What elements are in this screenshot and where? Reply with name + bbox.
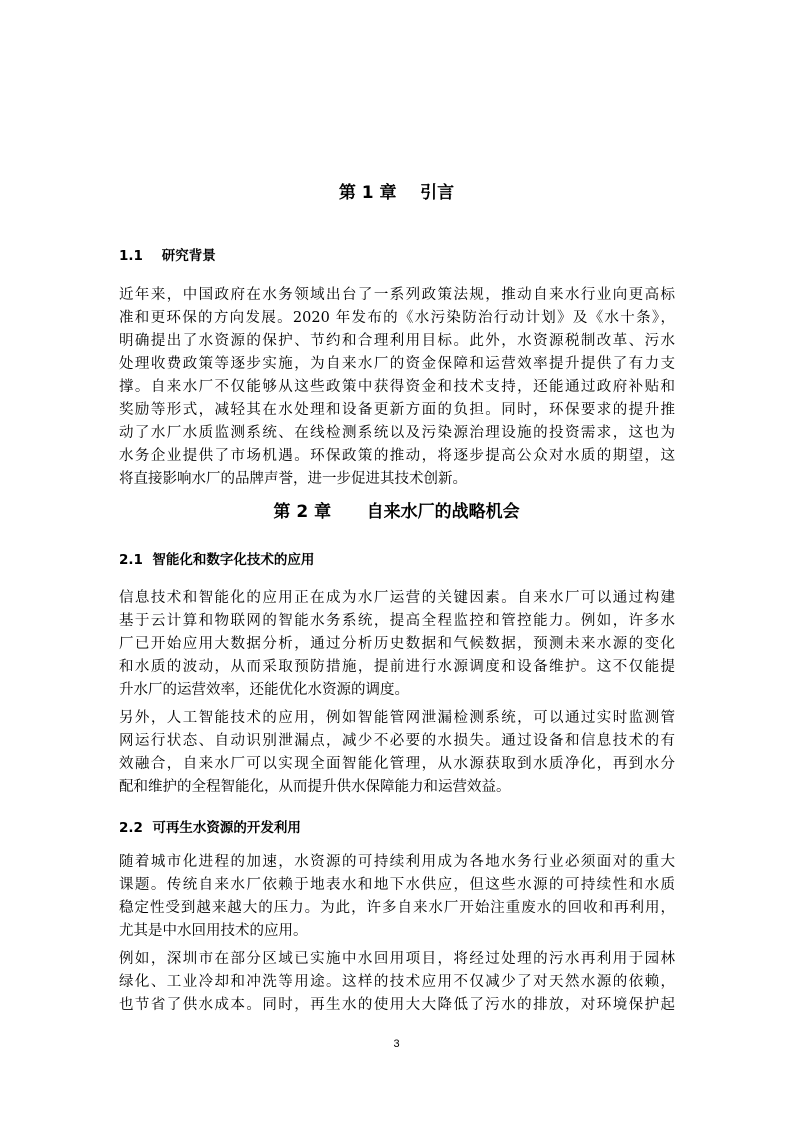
paragraph-line: 网运行状态、自动识别泄漏点，减少不必要的水损失。通过设备和信息技术的有: [119, 733, 675, 749]
paragraph-line: 和水质的波动，从而采取预防措施，提前进行水源调度和设备维护。这不仅能提: [119, 659, 675, 675]
paragraph-line: 绿化、工业冷却和冲洗等用途。这样的技术应用不仅减少了对天然水源的依赖，: [119, 974, 675, 990]
paragraph-line: 效融合，自来水厂可以实现全面智能化管理，从水源获取到水质净化，再到水分: [119, 756, 675, 772]
paragraph-line: 信息技术和智能化的应用正在成为水厂运营的关键因素。自来水厂可以通过构建: [119, 590, 675, 606]
paragraph-line: 稳定性受到越来越大的压力。为此，许多自来水厂开始注重废水的回收和再利用，: [119, 900, 675, 916]
paragraph-line: 撑。自来水厂不仅能够从这些政策中获得资金和技术支持，还能通过政府补贴和: [119, 379, 675, 395]
section-2-2-heading: 2.2 可再生水资源的开发利用: [119, 820, 301, 836]
chapter-2-title: 第 2 章 自来水厂的战略机会: [273, 502, 520, 522]
paragraph-line: 例如，深圳市在部分区域已实施中水回用项目，将经过处理的污水再利用于园林: [119, 951, 675, 967]
paragraph-line: 基于云计算和物联网的智能水务系统，提高全程监控和管控能力。例如，许多水: [119, 613, 675, 629]
paragraph-line: 另外，人工智能技术的应用，例如智能管网泄漏检测系统，可以通过实时监测管: [119, 710, 675, 726]
paragraph-line: 明确提出了水资源的保护、节约和合理利用目标。此外，水资源税制改革、污水: [119, 333, 675, 349]
section-2-1-heading: 2.1 智能化和数字化技术的应用: [119, 552, 315, 568]
paragraph-line: 动了水厂水质监测系统、在线检测系统以及污染源治理设施的投资需求，这也为: [119, 425, 675, 441]
section-1-1-heading: 1.1 研究背景: [119, 248, 216, 264]
section-2-1-paragraph-2: [119, 707, 675, 799]
page-number: 3: [393, 1038, 400, 1050]
section-1-1-paragraph: [119, 284, 675, 491]
paragraph-line: 厂已开始应用大数据分析，通过分析历史数据和气候数据，预测未来水源的变化: [119, 636, 675, 652]
paragraph-line: 也节省了供水成本。同时，再生水的使用大大降低了污水的排放，对环境保护起: [119, 997, 675, 1013]
section-2-2-paragraph-2: [119, 948, 675, 1017]
paragraph-line: 处理收费政策等逐步实施，为自来水厂的资金保障和运营效率提升提供了有力支: [119, 356, 675, 372]
paragraph-line: 奖励等形式，减轻其在水处理和设备更新方面的负担。同时，环保要求的提升推: [119, 402, 675, 418]
paragraph-line: 水务企业提供了市场机遇。环保政策的推动，将逐步提高公众对水质的期望，这: [119, 448, 675, 464]
paragraph-line: 随着城市化进程的加速，水资源的可持续利用成为各地水务行业必须面对的重大: [119, 854, 675, 870]
paragraph-line: 配和维护的全程智能化，从而提升供水保障能力和运营效益。: [119, 779, 511, 795]
paragraph-line: 尤其是中水回用技术的应用。: [119, 923, 308, 939]
paragraph-line: 近年来，中国政府在水务领域出台了一系列政策法规，推动自来水行业向更高标: [119, 287, 675, 303]
section-2-2-paragraph-1: [119, 851, 675, 943]
paragraph-line: 课题。传统自来水厂依赖于地表水和地下水供应，但这些水源的可持续性和水质: [119, 877, 675, 893]
paragraph-line: 将直接影响水厂的品牌声誉，进一步促进其技术创新。: [119, 471, 467, 487]
section-2-1-paragraph-1: [119, 587, 675, 702]
paragraph-line: 升水厂的运营效率，还能优化水资源的调度。: [119, 682, 409, 698]
paragraph-line: 准和更环保的方向发展。2020 年发布的《水污染防治行动计划》及《水十条》，: [119, 310, 675, 326]
chapter-1-title: 第 1 章 引言: [338, 183, 455, 203]
